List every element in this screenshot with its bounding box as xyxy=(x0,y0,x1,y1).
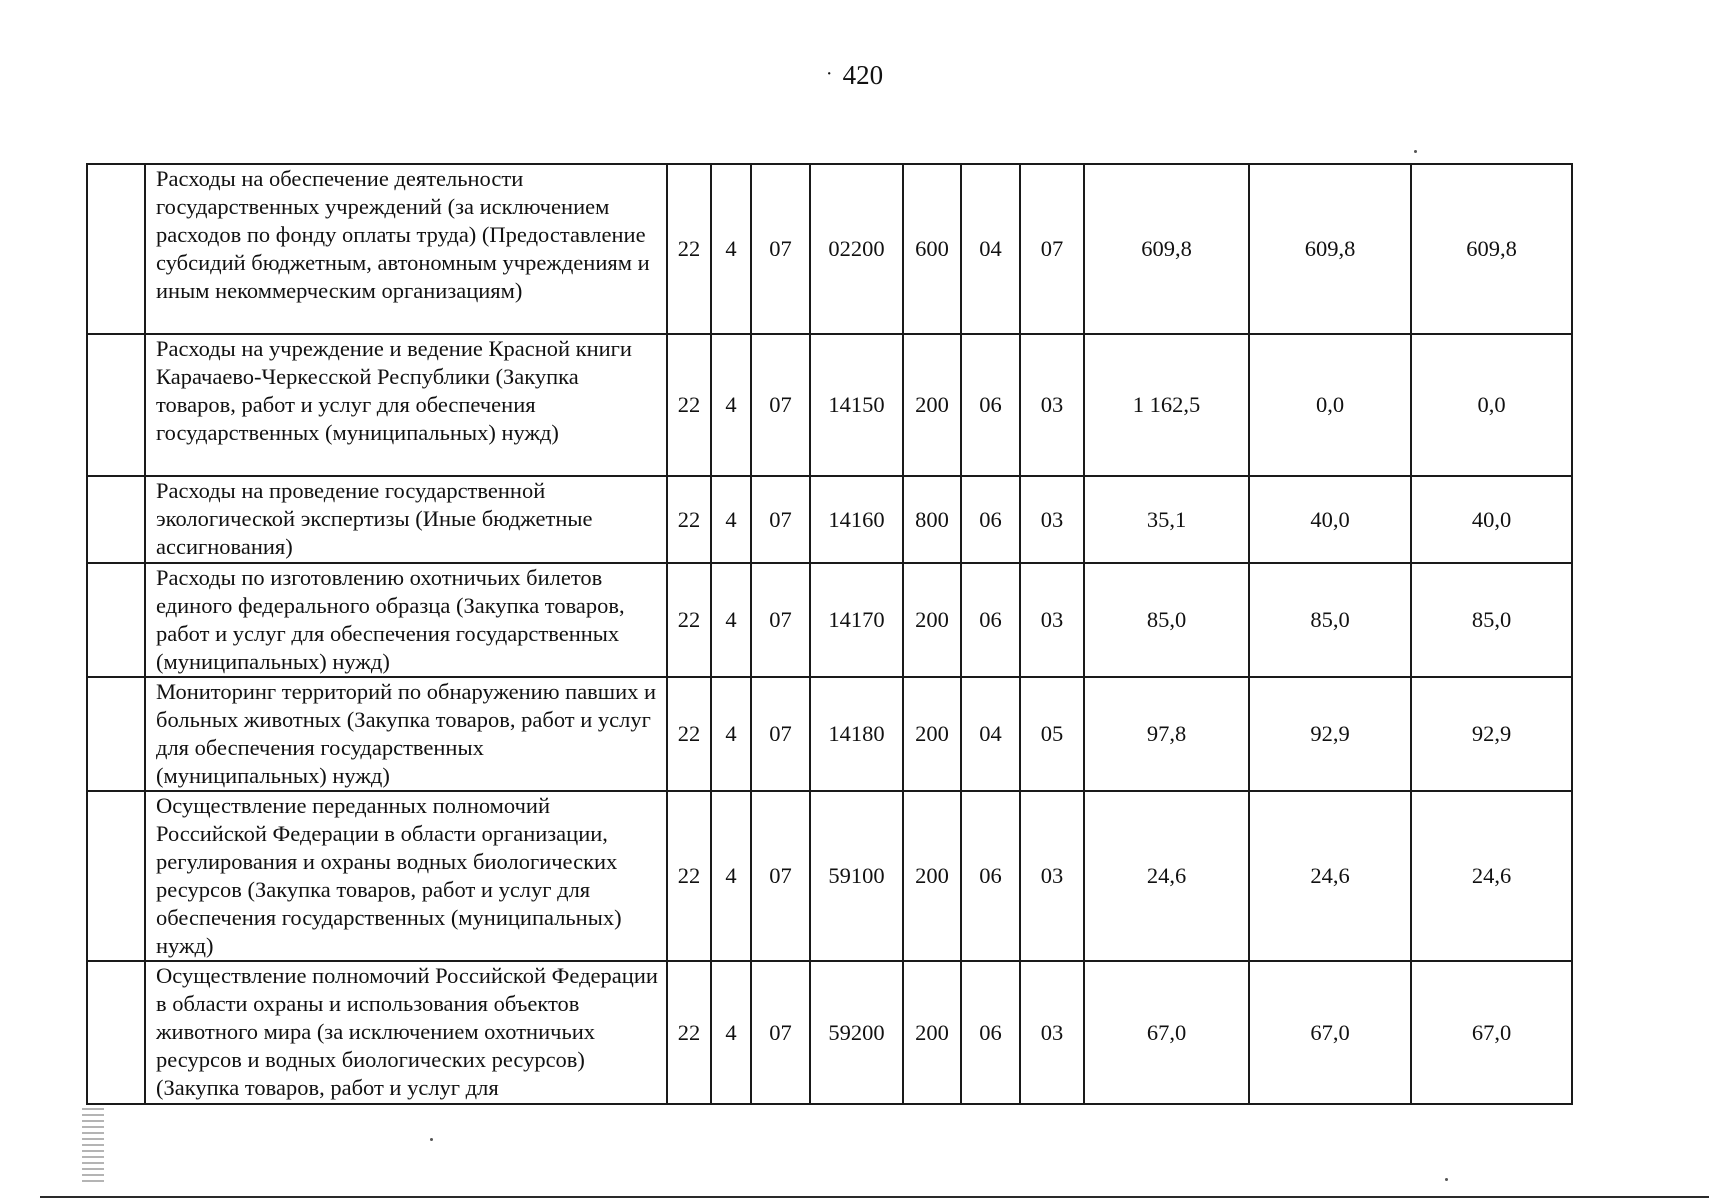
table-row xyxy=(87,791,1572,961)
table-row xyxy=(87,677,1572,791)
description-cell: Мониторинг территорий по обнаружению павших и больных животных (Закупка товаров, работ и услуг для обеспечения государственных (муниципальных) нужд) xyxy=(145,677,667,791)
code-cell: 4 xyxy=(711,563,751,677)
code-cell: 200 xyxy=(903,563,961,677)
code-cell: 06 xyxy=(961,476,1020,563)
code-cell: 06 xyxy=(961,334,1020,476)
row-number-cell xyxy=(87,476,145,563)
amount-cell: 0,0 xyxy=(1411,334,1572,476)
code-cell: 200 xyxy=(903,677,961,791)
amount-cell: 85,0 xyxy=(1084,563,1249,677)
code-cell: 4 xyxy=(711,791,751,961)
amount-cell: 92,9 xyxy=(1411,677,1572,791)
scan-speck xyxy=(1414,150,1417,153)
code-cell: 600 xyxy=(903,164,961,334)
row-number-cell xyxy=(87,961,145,1104)
scan-speck xyxy=(1445,1178,1448,1181)
code-cell: 200 xyxy=(903,961,961,1104)
amount-cell: 40,0 xyxy=(1249,476,1411,563)
scan-artifact xyxy=(82,1108,104,1182)
code-cell: 14180 xyxy=(810,677,903,791)
code-cell: 06 xyxy=(961,563,1020,677)
code-cell: 200 xyxy=(903,791,961,961)
scan-speck xyxy=(430,1138,433,1141)
description-cell: Расходы на обеспечение деятельности государственных учреждений (за исключением расходов по фонду оплаты труда) (Предоставление субсидий бюджетным, автономным учреждениям и иным некоммерческим организациям) xyxy=(145,164,667,334)
code-cell: 22 xyxy=(667,961,711,1104)
amount-cell: 67,0 xyxy=(1084,961,1249,1104)
row-number-cell xyxy=(87,334,145,476)
code-cell: 03 xyxy=(1020,334,1084,476)
row-number-cell xyxy=(87,164,145,334)
amount-cell: 609,8 xyxy=(1249,164,1411,334)
row-number-cell xyxy=(87,791,145,961)
bottom-rule xyxy=(40,1196,1709,1198)
table-row xyxy=(87,164,1572,334)
code-cell: 03 xyxy=(1020,476,1084,563)
code-cell: 05 xyxy=(1020,677,1084,791)
amount-cell: 97,8 xyxy=(1084,677,1249,791)
code-cell: 22 xyxy=(667,334,711,476)
code-cell: 4 xyxy=(711,164,751,334)
table-row xyxy=(87,476,1572,563)
table-row xyxy=(87,563,1572,677)
code-cell: 22 xyxy=(667,791,711,961)
amount-cell: 40,0 xyxy=(1411,476,1572,563)
amount-cell: 67,0 xyxy=(1411,961,1572,1104)
code-cell: 07 xyxy=(751,164,810,334)
code-cell: 06 xyxy=(961,791,1020,961)
amount-cell: 609,8 xyxy=(1411,164,1572,334)
code-cell: 200 xyxy=(903,334,961,476)
code-cell: 03 xyxy=(1020,563,1084,677)
amount-cell: 24,6 xyxy=(1249,791,1411,961)
scan-dot: · xyxy=(825,63,833,85)
amount-cell: 85,0 xyxy=(1249,563,1411,677)
description-cell: Расходы по изготовлению охотничьих билетов единого федерального образца (Закупка товаров, работ и услуг для обеспечения государственных (муниципальных) нужд) xyxy=(145,563,667,677)
amount-cell: 24,6 xyxy=(1411,791,1572,961)
code-cell: 59200 xyxy=(810,961,903,1104)
table-row xyxy=(87,334,1572,476)
code-cell: 07 xyxy=(751,563,810,677)
code-cell: 4 xyxy=(711,677,751,791)
amount-cell: 0,0 xyxy=(1249,334,1411,476)
budget-table xyxy=(86,163,1573,1105)
table-row xyxy=(87,961,1572,1104)
code-cell: 03 xyxy=(1020,791,1084,961)
description-cell: Расходы на проведение государственной экологической экспертизы (Иные бюджетные ассигнования) xyxy=(145,476,667,563)
code-cell: 03 xyxy=(1020,961,1084,1104)
code-cell: 800 xyxy=(903,476,961,563)
page-number-text: 420 xyxy=(842,60,884,90)
code-cell: 04 xyxy=(961,164,1020,334)
code-cell: 07 xyxy=(751,961,810,1104)
code-cell: 22 xyxy=(667,164,711,334)
code-cell: 02200 xyxy=(810,164,903,334)
amount-cell: 1 162,5 xyxy=(1084,334,1249,476)
code-cell: 22 xyxy=(667,476,711,563)
row-number-cell xyxy=(87,677,145,791)
code-cell: 07 xyxy=(751,476,810,563)
code-cell: 4 xyxy=(711,961,751,1104)
amount-cell: 92,9 xyxy=(1249,677,1411,791)
code-cell: 59100 xyxy=(810,791,903,961)
code-cell: 14160 xyxy=(810,476,903,563)
code-cell: 07 xyxy=(751,334,810,476)
code-cell: 22 xyxy=(667,563,711,677)
code-cell: 07 xyxy=(1020,164,1084,334)
code-cell: 07 xyxy=(751,677,810,791)
amount-cell: 609,8 xyxy=(1084,164,1249,334)
code-cell: 14150 xyxy=(810,334,903,476)
amount-cell: 35,1 xyxy=(1084,476,1249,563)
amount-cell: 67,0 xyxy=(1249,961,1411,1104)
code-cell: 04 xyxy=(961,677,1020,791)
description-cell: Осуществление полномочий Российской Федерации в области охраны и использования объектов животного мира (за исключением охотничьих ресурсов и водных биологических ресурсов) (Закупка товаров, работ и услуг для xyxy=(145,961,667,1104)
code-cell: 4 xyxy=(711,334,751,476)
code-cell: 07 xyxy=(751,791,810,961)
description-cell: Расходы на учреждение и ведение Красной книги Карачаево-Черкесской Республики (Закупка товаров, работ и услуг для обеспечения государственных (муниципальных) нужд) xyxy=(145,334,667,476)
code-cell: 22 xyxy=(667,677,711,791)
description-cell: Осуществление переданных полномочий Российской Федерации в области организации, регулирования и охраны водных биологических ресурсов (Закупка товаров, работ и услуг для обеспечения государственных (муниципальных) нужд) xyxy=(145,791,667,961)
amount-cell: 24,6 xyxy=(1084,791,1249,961)
page-number xyxy=(0,60,1709,91)
amount-cell: 85,0 xyxy=(1411,563,1572,677)
code-cell: 4 xyxy=(711,476,751,563)
row-number-cell xyxy=(87,563,145,677)
code-cell: 06 xyxy=(961,961,1020,1104)
code-cell: 14170 xyxy=(810,563,903,677)
